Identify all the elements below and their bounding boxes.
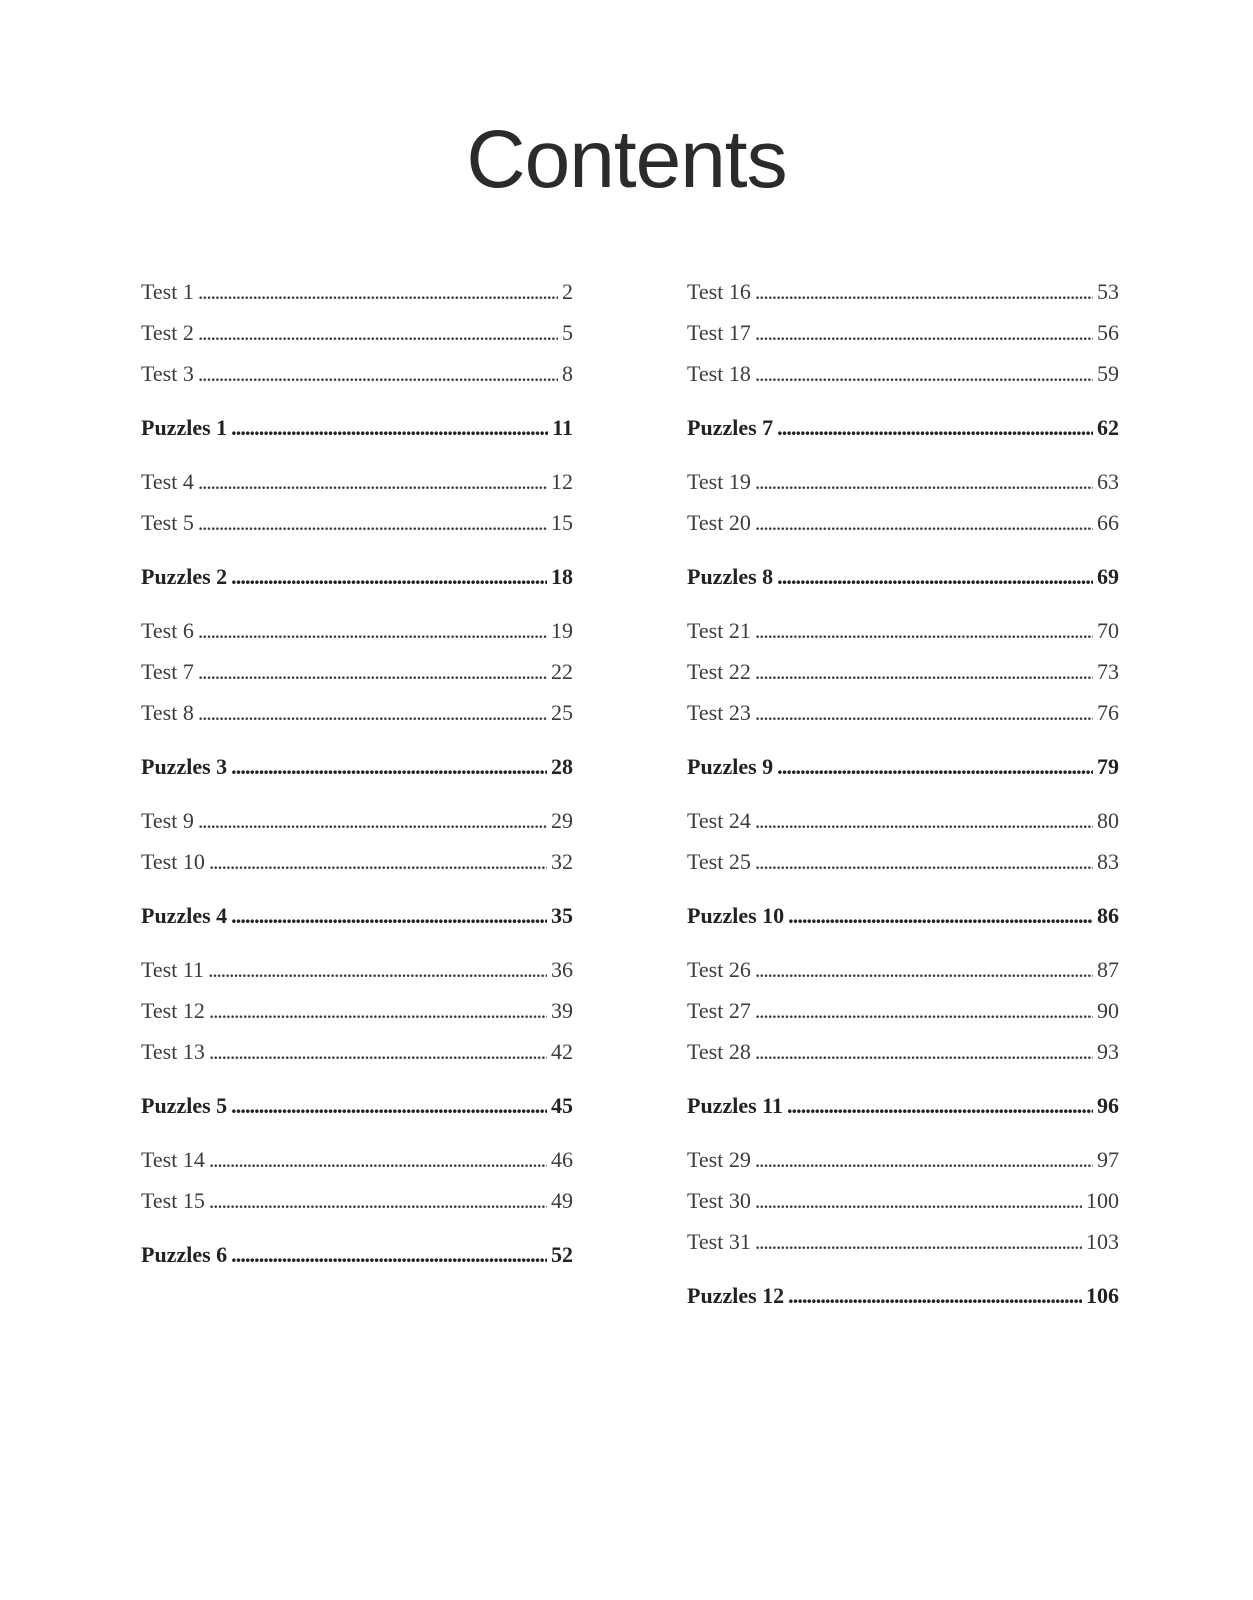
toc-entry-page-number: 96	[1097, 1093, 1119, 1118]
toc-entry-page-number: 86	[1097, 903, 1119, 928]
toc-dot-leader	[777, 413, 1093, 443]
toc-dot-leader	[198, 806, 547, 836]
toc-entry-page-number: 36	[551, 957, 573, 982]
toc-entry-label: Test 21	[687, 618, 751, 643]
toc-entry-test	[687, 1145, 1119, 1175]
toc-entry-page-number: 5	[562, 320, 573, 345]
toc-entry-puzzles	[141, 901, 573, 931]
toc-entry-page-number: 69	[1097, 564, 1119, 589]
toc-entry-test	[687, 698, 1119, 728]
toc-entry-test	[687, 955, 1119, 985]
toc-entry-label: Test 6	[141, 618, 194, 643]
toc-dot-leader	[755, 996, 1093, 1026]
toc-entry-label: Test 31	[687, 1229, 751, 1254]
toc-entry-test	[141, 806, 573, 836]
toc-dot-leader	[755, 955, 1093, 985]
toc-entry-page-number: 80	[1097, 808, 1119, 833]
toc-entry-label: Puzzles 9	[687, 754, 774, 779]
toc-entry-label: Test 3	[141, 361, 194, 386]
toc-entry-page-number: 39	[551, 998, 573, 1023]
page-title: Contents	[466, 114, 787, 205]
toc-entry-test	[687, 1227, 1119, 1257]
toc-dot-leader	[755, 318, 1093, 348]
toc-dot-leader	[755, 1037, 1093, 1067]
toc-dot-leader	[755, 277, 1093, 307]
toc-entry-test	[687, 1186, 1119, 1216]
toc-dot-leader	[209, 847, 547, 877]
toc-entry-puzzles	[687, 752, 1119, 782]
toc-entry-test	[687, 277, 1119, 307]
toc-dot-leader	[755, 508, 1093, 538]
toc-entry-test	[687, 359, 1119, 389]
toc-entry-page-number: 59	[1097, 361, 1119, 386]
toc-entry-page-number: 100	[1086, 1188, 1119, 1213]
toc-entry-label: Puzzles 8	[687, 564, 774, 589]
toc-dot-leader	[231, 1240, 547, 1270]
toc-entry-test	[141, 847, 573, 877]
toc-entry-label: Test 10	[141, 849, 205, 874]
toc-dot-leader	[198, 318, 558, 348]
toc-entry-test	[141, 657, 573, 687]
toc-entry-test	[687, 1037, 1119, 1067]
toc-entry-test	[141, 277, 573, 307]
toc-entry-label: Test 23	[687, 700, 751, 725]
toc-entry-label: Test 26	[687, 957, 751, 982]
toc-entry-label: Test 17	[687, 320, 751, 345]
toc-entry-page-number: 49	[551, 1188, 573, 1213]
toc-dot-leader	[755, 698, 1093, 728]
toc-dot-leader	[755, 359, 1093, 389]
toc-dot-leader	[209, 1037, 547, 1067]
toc-dot-leader	[198, 467, 547, 497]
toc-entry-test	[141, 616, 573, 646]
toc-entry-label: Test 14	[141, 1147, 205, 1172]
toc-entry-page-number: 87	[1097, 957, 1119, 982]
toc-dot-leader	[755, 1227, 1082, 1257]
toc-entry-page-number: 12	[551, 469, 573, 494]
toc-dot-leader	[198, 359, 558, 389]
toc-entry-label: Test 11	[141, 957, 205, 982]
toc-entry-label: Test 22	[687, 659, 751, 684]
toc-entry-label: Puzzles 10	[687, 903, 785, 928]
toc-entry-page-number: 63	[1097, 469, 1119, 494]
toc-dot-leader	[198, 616, 547, 646]
toc-entry-label: Test 24	[687, 808, 751, 833]
toc-entry-page-number: 56	[1097, 320, 1119, 345]
toc-entry-label: Puzzles 3	[141, 754, 228, 779]
toc-dot-leader	[755, 657, 1093, 687]
toc-entry-label: Test 8	[141, 700, 194, 725]
toc-entry-page-number: 103	[1086, 1229, 1119, 1254]
toc-entry-page-number: 66	[1097, 510, 1119, 535]
toc-entry-label: Puzzles 2	[141, 564, 228, 589]
toc-entry-label: Test 25	[687, 849, 751, 874]
toc-entry-page-number: 106	[1086, 1283, 1119, 1308]
toc-dot-leader	[231, 901, 547, 931]
toc-entry-test	[141, 467, 573, 497]
toc-entry-puzzles	[687, 901, 1119, 931]
toc-entry-label: Puzzles 6	[141, 1242, 228, 1267]
toc-entry-test	[687, 318, 1119, 348]
toc-entry-page-number: 25	[551, 700, 573, 725]
toc-entry-label: Puzzles 7	[687, 415, 774, 440]
toc-entry-label: Test 30	[687, 1188, 751, 1213]
toc-entry-label: Test 15	[141, 1188, 205, 1213]
toc-entry-test	[141, 359, 573, 389]
toc-entry-test	[687, 806, 1119, 836]
toc-entry-page-number: 29	[551, 808, 573, 833]
toc-dot-leader	[231, 562, 547, 592]
toc-entry-page-number: 93	[1097, 1039, 1119, 1064]
toc-entry-page-number: 90	[1097, 998, 1119, 1023]
toc-dot-leader	[209, 1145, 547, 1175]
toc-entry-page-number: 70	[1097, 618, 1119, 643]
toc-dot-leader	[755, 1145, 1093, 1175]
toc-entry-test	[687, 508, 1119, 538]
toc-entry-label: Test 18	[687, 361, 751, 386]
toc-entry-page-number: 35	[551, 903, 573, 928]
toc-entry-puzzles	[141, 413, 573, 443]
toc-dot-leader	[755, 616, 1093, 646]
toc-entry-label: Test 7	[141, 659, 194, 684]
toc-dot-leader	[755, 1186, 1082, 1216]
toc-entry-page-number: 28	[551, 754, 573, 779]
toc-entry-test	[141, 1145, 573, 1175]
toc-entry-page-number: 45	[551, 1093, 573, 1118]
toc-entry-page-number: 46	[551, 1147, 573, 1172]
toc-entry-test	[141, 508, 573, 538]
toc-entry-page-number: 79	[1097, 754, 1119, 779]
toc-entry-test	[687, 847, 1119, 877]
toc-dot-leader	[198, 508, 547, 538]
toc-dot-leader	[209, 996, 547, 1026]
toc-dot-leader	[231, 1091, 547, 1121]
toc-entry-test	[141, 318, 573, 348]
toc-entry-test	[141, 955, 573, 985]
toc-entry-test	[141, 996, 573, 1026]
toc-entry-label: Test 1	[141, 279, 194, 304]
toc-entry-label: Puzzles 11	[687, 1093, 783, 1118]
toc-entry-page-number: 19	[551, 618, 573, 643]
toc-entry-label: Test 5	[141, 510, 194, 535]
toc-entry-label: Test 9	[141, 808, 194, 833]
toc-entry-label: Test 13	[141, 1039, 205, 1064]
toc-entry-label: Test 28	[687, 1039, 751, 1064]
toc-entry-test	[141, 698, 573, 728]
toc-entry-label: Test 27	[687, 998, 751, 1023]
toc-entry-label: Puzzles 12	[687, 1283, 785, 1308]
toc-dot-leader	[777, 562, 1093, 592]
toc-entry-label: Test 20	[687, 510, 751, 535]
toc-entry-test	[687, 467, 1119, 497]
toc-dot-leader	[209, 1186, 547, 1216]
toc-entry-test	[687, 616, 1119, 646]
toc-entry-label: Puzzles 4	[141, 903, 228, 928]
toc-entry-page-number: 2	[562, 279, 573, 304]
toc-dot-leader	[755, 847, 1093, 877]
toc-entry-puzzles	[141, 752, 573, 782]
toc-dot-leader	[198, 277, 558, 307]
toc-entry-page-number: 32	[551, 849, 573, 874]
toc-entry-label: Puzzles 1	[141, 415, 228, 440]
toc-entry-page-number: 11	[552, 415, 573, 440]
toc-entry-page-number: 42	[551, 1039, 573, 1064]
toc-entry-test	[141, 1186, 573, 1216]
toc-dot-leader	[755, 467, 1093, 497]
toc-entry-label: Test 4	[141, 469, 194, 494]
toc-dot-leader	[787, 1091, 1093, 1121]
toc-entry-page-number: 52	[551, 1242, 573, 1267]
toc-entry-label: Test 29	[687, 1147, 751, 1172]
toc-dot-leader	[788, 1281, 1082, 1311]
toc-entry-label: Test 2	[141, 320, 194, 345]
toc-dot-leader	[208, 955, 547, 985]
toc-entry-puzzles	[687, 562, 1119, 592]
toc-entry-label: Test 19	[687, 469, 751, 494]
toc-entry-page-number: 8	[562, 361, 573, 386]
toc-entry-page-number: 53	[1097, 279, 1119, 304]
toc-entry-test	[687, 996, 1119, 1026]
toc-entry-page-number: 76	[1097, 700, 1119, 725]
toc-entry-test	[141, 1037, 573, 1067]
toc-entry-page-number: 83	[1097, 849, 1119, 874]
toc-entry-page-number: 73	[1097, 659, 1119, 684]
toc-dot-leader	[198, 698, 547, 728]
toc-dot-leader	[231, 752, 547, 782]
toc-entry-puzzles	[141, 562, 573, 592]
toc-entry-puzzles	[141, 1240, 573, 1270]
toc-dot-leader	[231, 413, 548, 443]
toc-entry-puzzles	[141, 1091, 573, 1121]
toc-entry-page-number: 62	[1097, 415, 1119, 440]
toc-entry-puzzles	[687, 413, 1119, 443]
toc-dot-leader	[755, 806, 1093, 836]
toc-entry-page-number: 18	[551, 564, 573, 589]
toc-entry-label: Test 12	[141, 998, 205, 1023]
toc-entry-page-number: 22	[551, 659, 573, 684]
toc-entry-puzzles	[687, 1281, 1119, 1311]
toc-dot-leader	[788, 901, 1093, 931]
toc-entry-puzzles	[687, 1091, 1119, 1121]
toc-entry-page-number: 15	[551, 510, 573, 535]
toc-entry-label: Puzzles 5	[141, 1093, 228, 1118]
toc-dot-leader	[777, 752, 1093, 782]
toc-entry-label: Test 16	[687, 279, 751, 304]
toc-entry-page-number: 97	[1097, 1147, 1119, 1172]
toc-dot-leader	[198, 657, 547, 687]
toc-entry-test	[687, 657, 1119, 687]
